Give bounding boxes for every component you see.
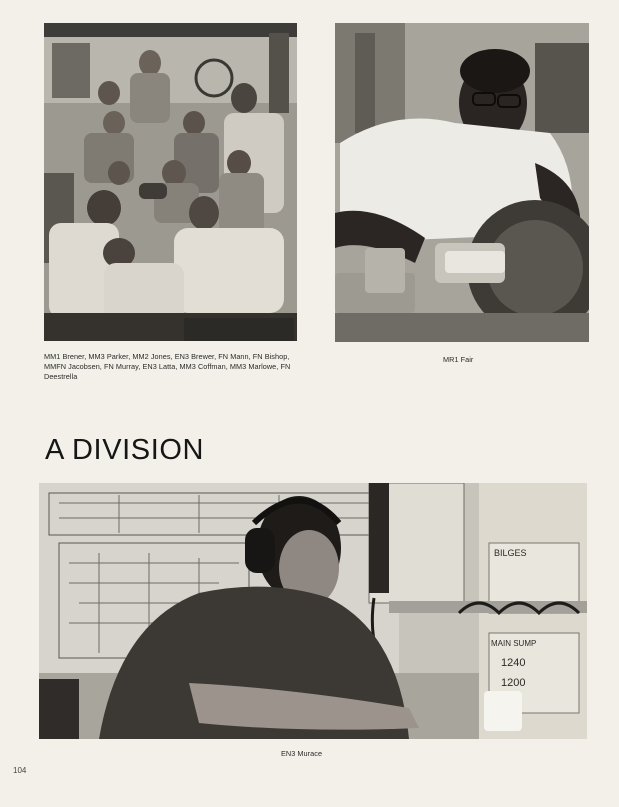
operator-photo-image <box>39 483 587 739</box>
machinist-photo-image <box>335 23 589 342</box>
page-number: 104 <box>13 766 27 775</box>
group-photo <box>44 23 297 341</box>
board-value-2: 1200 <box>501 677 526 689</box>
section-title: A DIVISION <box>45 434 205 466</box>
board-main-sump-label: MAIN SUMP <box>491 639 537 648</box>
machinist-photo <box>335 23 589 342</box>
board-value-1: 1240 <box>501 657 526 669</box>
machinist-photo-caption: MR1 Fair <box>443 355 474 364</box>
group-photo-caption: MM1 Brener, MM3 Parker, MM2 Jones, EN3 Brewer, FN Mann, FN Bishop, MMFN Jacobsen, FN Murray, EN3 Latta, MM3 Coffman, MM3 Marlowe, FN Deestrella <box>44 352 291 381</box>
group-photo-image <box>44 23 297 341</box>
board-bilges-label: BILGES <box>494 548 527 558</box>
operator-photo-caption: EN3 Murace <box>281 749 323 758</box>
operator-photo <box>39 483 587 739</box>
